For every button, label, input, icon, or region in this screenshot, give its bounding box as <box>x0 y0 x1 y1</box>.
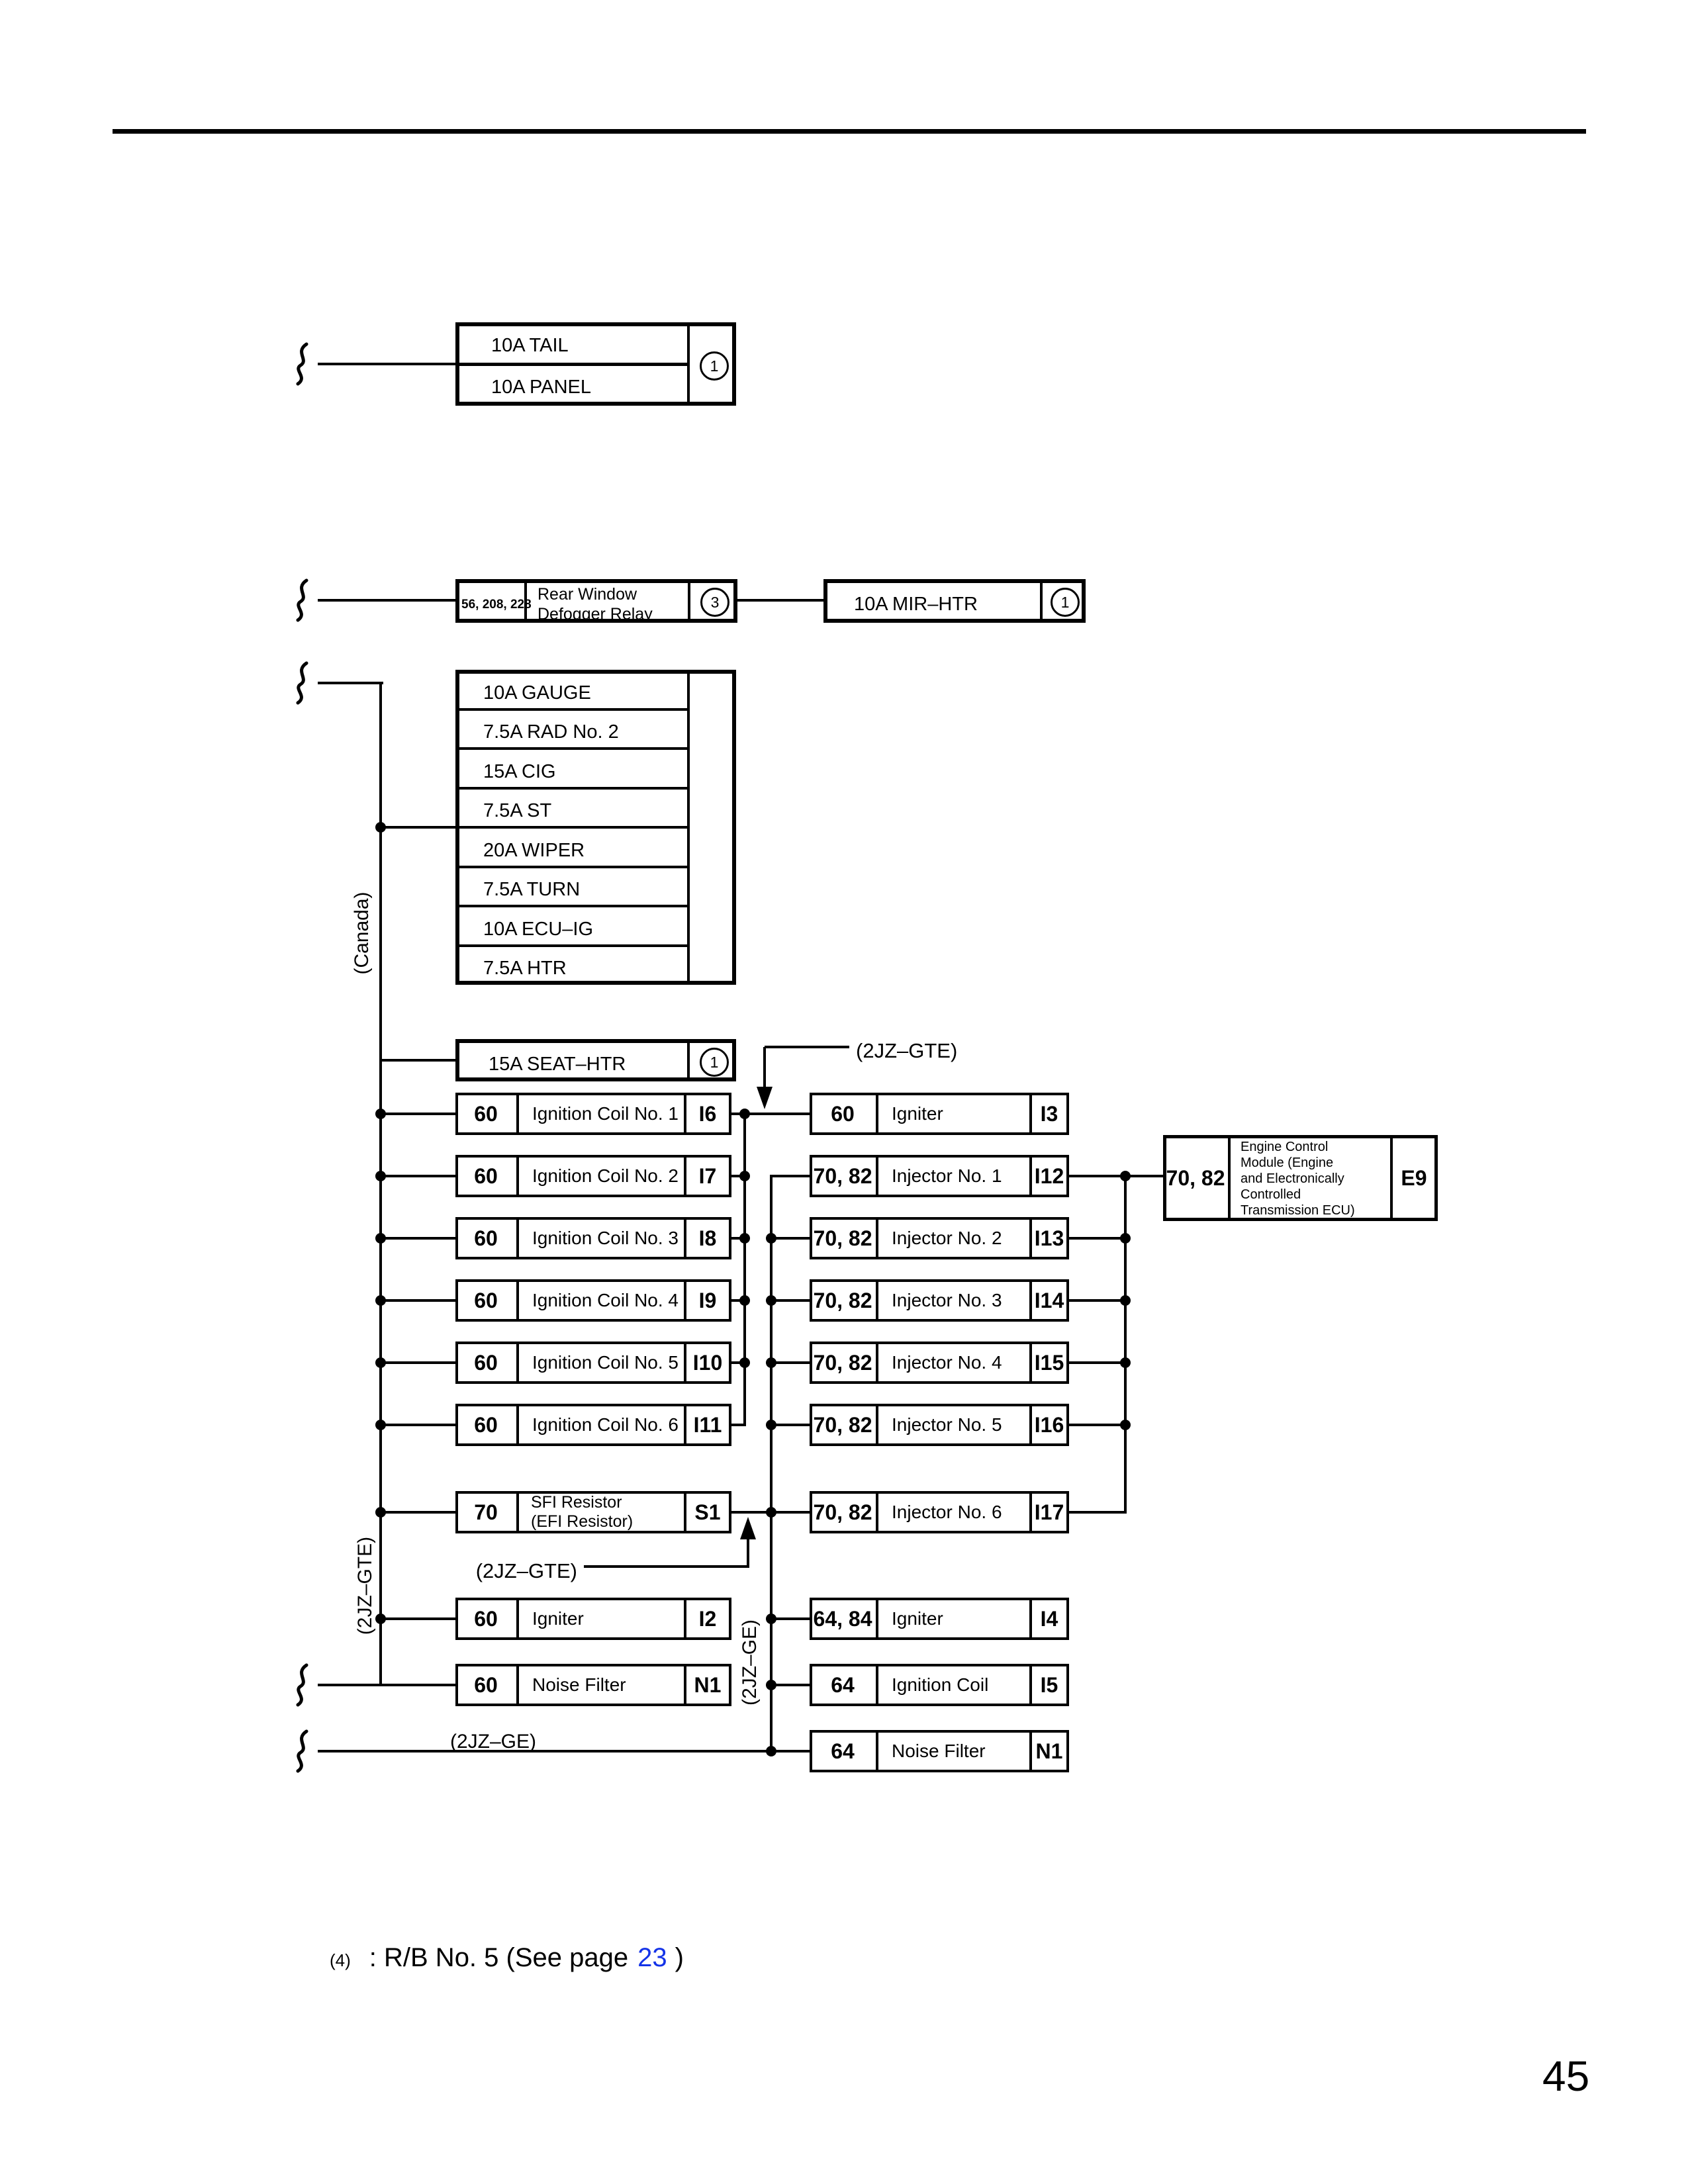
amp-cell-divider <box>516 1406 519 1443</box>
tail-panel-divider <box>458 363 687 366</box>
wire-relay-to-mir <box>737 599 823 602</box>
component-connector-code: I7 <box>698 1163 717 1188</box>
wire-bus-to-injector <box>770 1175 812 1177</box>
wire-feed-bus-top <box>318 682 383 684</box>
component-name <box>531 1493 633 1531</box>
wire-break-symbol <box>291 342 312 386</box>
component-amp-rating: 60 <box>474 1412 498 1437</box>
component-amp-rating: 64, 84 <box>813 1606 872 1631</box>
wire-injector-output <box>1066 1237 1127 1240</box>
wire-injector-feed-bus <box>770 1176 773 1751</box>
ecm-connector-code: E9 <box>1401 1165 1427 1190</box>
amp-cell-divider <box>516 1666 519 1704</box>
wire-bus-to-left-row <box>381 1511 458 1514</box>
ecm-name-line: and Electronically <box>1241 1171 1344 1186</box>
junction-dot <box>375 1420 386 1430</box>
component-connector-code: I4 <box>1040 1606 1058 1631</box>
wire-gte-top-label-line <box>765 1046 849 1048</box>
canada-region-label: (Canada) <box>351 891 373 975</box>
fuse-label-3: 7.5A ST <box>483 800 552 821</box>
amp-cell-divider <box>516 1600 519 1637</box>
page-number: 45 <box>1542 2052 1590 2100</box>
junction-dot <box>375 1507 386 1518</box>
component-name: Ignition Coil No. 4 <box>532 1290 679 1310</box>
amp-cell-divider <box>876 1095 878 1132</box>
fuse-label-7: 7.5A HTR <box>483 958 567 979</box>
component-name: Ignition Coil <box>892 1674 989 1695</box>
ecm-name <box>1241 1139 1355 1218</box>
fuse-row-divider <box>458 708 687 711</box>
footnote-closing: ) <box>675 1943 684 1972</box>
junction-dot <box>766 1746 776 1756</box>
wire-ge-long-line <box>318 1750 812 1752</box>
amp-cell-divider <box>876 1406 878 1443</box>
component-amp-rating: 70, 82 <box>813 1288 872 1312</box>
seat-htr-circle-1: 1 <box>700 1048 729 1077</box>
component-name-line: (EFI Resistor) <box>531 1512 633 1531</box>
junction-dot <box>1120 1171 1131 1181</box>
component-connector-code: N1 <box>694 1672 722 1697</box>
wire-break-symbol <box>291 661 312 705</box>
wire-bus-to-left-row <box>381 1175 458 1177</box>
amp-cell-divider <box>876 1220 878 1257</box>
fuse-label-6: 10A ECU–IG <box>483 919 594 940</box>
wire-ecm-bus <box>1124 1176 1127 1512</box>
amp-cell-divider <box>876 1733 878 1770</box>
junction-dot <box>766 1295 776 1306</box>
wire-break-symbol <box>291 578 312 622</box>
component-connector-code: I5 <box>1040 1672 1058 1697</box>
junction-dot <box>766 1680 776 1690</box>
junction-dot <box>739 1233 750 1244</box>
component-amp-rating: 60 <box>474 1163 498 1188</box>
component-connector-code: I9 <box>698 1288 717 1312</box>
mir-htr-circle-divider <box>1040 582 1043 620</box>
component-name: Injector No. 1 <box>892 1165 1002 1186</box>
ge-line-label: (2JZ–GE) <box>450 1731 537 1752</box>
fuse-label-4: 20A WIPER <box>483 840 585 861</box>
component-connector-code: N1 <box>1035 1739 1063 1763</box>
junction-dot <box>766 1420 776 1430</box>
component-amp-rating: 70, 82 <box>813 1500 872 1524</box>
component-connector-code: I11 <box>693 1412 722 1437</box>
junction-dot <box>739 1171 750 1181</box>
component-amp-rating: 60 <box>474 1672 498 1697</box>
amp-cell-divider <box>516 1220 519 1257</box>
component-connector-code: I16 <box>1034 1412 1064 1437</box>
fuse-row-divider <box>458 747 687 750</box>
amp-cell-divider <box>516 1494 519 1531</box>
fuse-label-0: 10A GAUGE <box>483 682 591 704</box>
relay-block-circle-1: 1 <box>700 351 729 381</box>
wire-injector1-to-ecm <box>1066 1175 1163 1177</box>
footnote-marker: (4) <box>330 1950 351 1970</box>
wire-bus-to-left-row <box>381 1299 458 1302</box>
wire-gte-top-arrow-stem <box>763 1047 766 1087</box>
ge-bus-label: (2JZ–GE) <box>739 1619 761 1706</box>
junction-dot <box>1120 1357 1131 1368</box>
wire-bus-to-left-row <box>381 1424 458 1426</box>
amp-cell-divider <box>876 1282 878 1319</box>
fuse-label-1: 7.5A RAD No. 2 <box>483 721 619 743</box>
wire-break-symbol <box>291 1729 312 1773</box>
component-name: Ignition Coil No. 2 <box>532 1165 679 1186</box>
component-connector-code: I15 <box>1034 1350 1064 1375</box>
fuse-label-5: 7.5A TURN <box>483 879 581 900</box>
component-connector-code: I2 <box>698 1606 717 1631</box>
amp-cell-divider <box>876 1158 878 1195</box>
wire-gte-bottom-arrow-stem <box>747 1538 749 1568</box>
component-connector-code: I14 <box>1034 1288 1064 1312</box>
junction-dot <box>375 1295 386 1306</box>
amp-cell-divider <box>876 1494 878 1531</box>
fuse-label-tail: 10A TAIL <box>491 335 569 356</box>
component-name: Injector No. 3 <box>892 1290 1002 1310</box>
component-name: Ignition Coil No. 6 <box>532 1414 679 1435</box>
ecm-name-line: Controlled <box>1241 1187 1301 1202</box>
component-amp-rating: 60 <box>831 1101 855 1126</box>
amp-cell-divider <box>876 1666 878 1704</box>
wire-coil-output-bus <box>743 1114 746 1425</box>
footnote-text: : R/B No. 5 (See page <box>369 1943 629 1972</box>
mir-htr-circle-1: 1 <box>1051 588 1080 617</box>
gte-top-arrowhead-icon <box>757 1087 773 1109</box>
ecm-divider-1 <box>1228 1138 1231 1218</box>
component-connector-code: I8 <box>698 1226 717 1250</box>
component-amp-rating: 60 <box>474 1606 498 1631</box>
component-name: Igniter <box>892 1103 943 1124</box>
junction-dot <box>375 1357 386 1368</box>
component-connector-code: S1 <box>694 1500 721 1524</box>
ecm-name-line: Module (Engine <box>1241 1156 1334 1170</box>
wire-bus-to-left-row <box>381 1113 458 1115</box>
component-amp-rating: 70, 82 <box>813 1350 872 1375</box>
junction-dot <box>375 822 386 833</box>
wire-gte-bottom-label-line <box>584 1565 749 1568</box>
gte-bottom-arrowhead-icon <box>740 1517 756 1539</box>
component-connector-code: I12 <box>1034 1163 1064 1188</box>
junction-dot <box>739 1295 750 1306</box>
wire-bus-to-seat-htr <box>381 1059 458 1062</box>
top-rule <box>113 129 1586 134</box>
tail-panel-circle-divider <box>687 325 690 403</box>
component-name: Injector No. 5 <box>892 1414 1002 1435</box>
component-name: Ignition Coil No. 1 <box>532 1103 679 1124</box>
amp-cell-divider <box>516 1344 519 1381</box>
junction-dot <box>766 1507 776 1518</box>
ecm-name-line: Transmission ECU) <box>1241 1203 1355 1218</box>
wire-squiggle-to-noise-filter <box>318 1684 458 1686</box>
amp-cell-divider <box>876 1600 878 1637</box>
wire-bus-to-left-row <box>381 1617 458 1620</box>
junction-dot <box>1120 1420 1131 1430</box>
component-connector-code: I10 <box>692 1350 723 1375</box>
defogger-relay-name-2: Defogger Relay <box>538 605 653 623</box>
component-amp-rating: 60 <box>474 1350 498 1375</box>
component-amp-rating: 70, 82 <box>813 1412 872 1437</box>
component-name: Injector No. 6 <box>892 1502 1002 1522</box>
gte-top-label: (2JZ–GTE) <box>856 1039 958 1062</box>
component-amp-rating: 60 <box>474 1288 498 1312</box>
junction-dot <box>375 1233 386 1244</box>
ecm-name-line: Engine Control <box>1241 1140 1329 1154</box>
component-amp-rating: 70, 82 <box>813 1226 872 1250</box>
footnote-page-link[interactable]: 23 <box>637 1943 667 1972</box>
junction-dot <box>739 1109 750 1119</box>
wire-bus-to-left-row <box>381 1361 458 1364</box>
defogger-relay-divider-2 <box>688 582 690 620</box>
junction-dot <box>375 1614 386 1624</box>
gte-bus-label: (2JZ–GTE) <box>354 1536 376 1635</box>
component-connector-code: I17 <box>1034 1500 1064 1524</box>
fuse-row-divider <box>458 787 687 790</box>
component-connector-code: I3 <box>1040 1101 1058 1126</box>
footnote <box>330 1943 684 1973</box>
fuse-label-mir-htr: 10A MIR–HTR <box>854 594 978 615</box>
component-name: Ignition Coil No. 3 <box>532 1228 679 1248</box>
wire-injector-output <box>1066 1299 1127 1302</box>
component-name: Ignition Coil No. 5 <box>532 1352 679 1373</box>
junction-dot <box>766 1614 776 1624</box>
junction-dot <box>375 1171 386 1181</box>
component-name: Igniter <box>892 1608 943 1629</box>
wire-bus-to-left-row <box>381 1237 458 1240</box>
component-name: Noise Filter <box>892 1741 986 1761</box>
component-amp-rating: 64 <box>831 1739 855 1763</box>
fuse-row-divider <box>458 866 687 868</box>
component-amp-rating: 70 <box>474 1500 498 1524</box>
wire-injector-output <box>1066 1361 1127 1364</box>
component-name: Igniter <box>532 1608 584 1629</box>
component-connector-code: I13 <box>1034 1226 1064 1250</box>
component-amp-rating: 70, 82 <box>813 1163 872 1188</box>
wire-break-symbol <box>291 1663 312 1707</box>
component-connector-code: I6 <box>698 1101 717 1126</box>
fuse-row-divider <box>458 826 687 829</box>
wire-injector6-output <box>1066 1511 1127 1514</box>
wire-feed-relay <box>318 599 458 602</box>
defogger-relay-name-1: Rear Window <box>538 585 637 604</box>
component-name: Noise Filter <box>532 1674 626 1695</box>
wire-feed-tail <box>318 363 458 365</box>
junction-dot <box>1120 1233 1131 1244</box>
junction-dot <box>739 1357 750 1368</box>
fuse-row-divider <box>458 905 687 907</box>
fuse-row-divider <box>458 944 687 947</box>
junction-dot <box>1120 1295 1131 1306</box>
junction-dot <box>375 1109 386 1119</box>
component-amp-rating: 60 <box>474 1226 498 1250</box>
amp-cell-divider <box>516 1282 519 1319</box>
component-name: Injector No. 2 <box>892 1228 1002 1248</box>
component-amp-rating: 60 <box>474 1101 498 1126</box>
gte-bottom-label: (2JZ–GTE) <box>475 1559 577 1582</box>
component-amp-rating: 64 <box>831 1672 855 1697</box>
ecm-amp-rating: 70, 82 <box>1166 1165 1225 1190</box>
wire-injector-output <box>1066 1424 1127 1426</box>
component-name: Injector No. 4 <box>892 1352 1002 1373</box>
fuse-label-2: 15A CIG <box>483 761 556 782</box>
defogger-relay-pages: 56, 208, 228 <box>461 598 532 612</box>
junction-dot <box>766 1357 776 1368</box>
wire-bus-to-fusebox <box>381 826 458 829</box>
amp-cell-divider <box>516 1158 519 1195</box>
component-name-line: SFI Resistor <box>531 1493 622 1512</box>
main-fuse-block-bracket <box>687 672 690 982</box>
amp-cell-divider <box>876 1344 878 1381</box>
amp-cell-divider <box>516 1095 519 1132</box>
junction-dot <box>766 1233 776 1244</box>
seat-htr-circle-divider <box>687 1042 690 1079</box>
fuse-label-panel: 10A PANEL <box>491 377 592 398</box>
defogger-relay-circle-3: 3 <box>700 588 729 617</box>
fuse-label-seat-htr: 15A SEAT–HTR <box>489 1054 626 1075</box>
